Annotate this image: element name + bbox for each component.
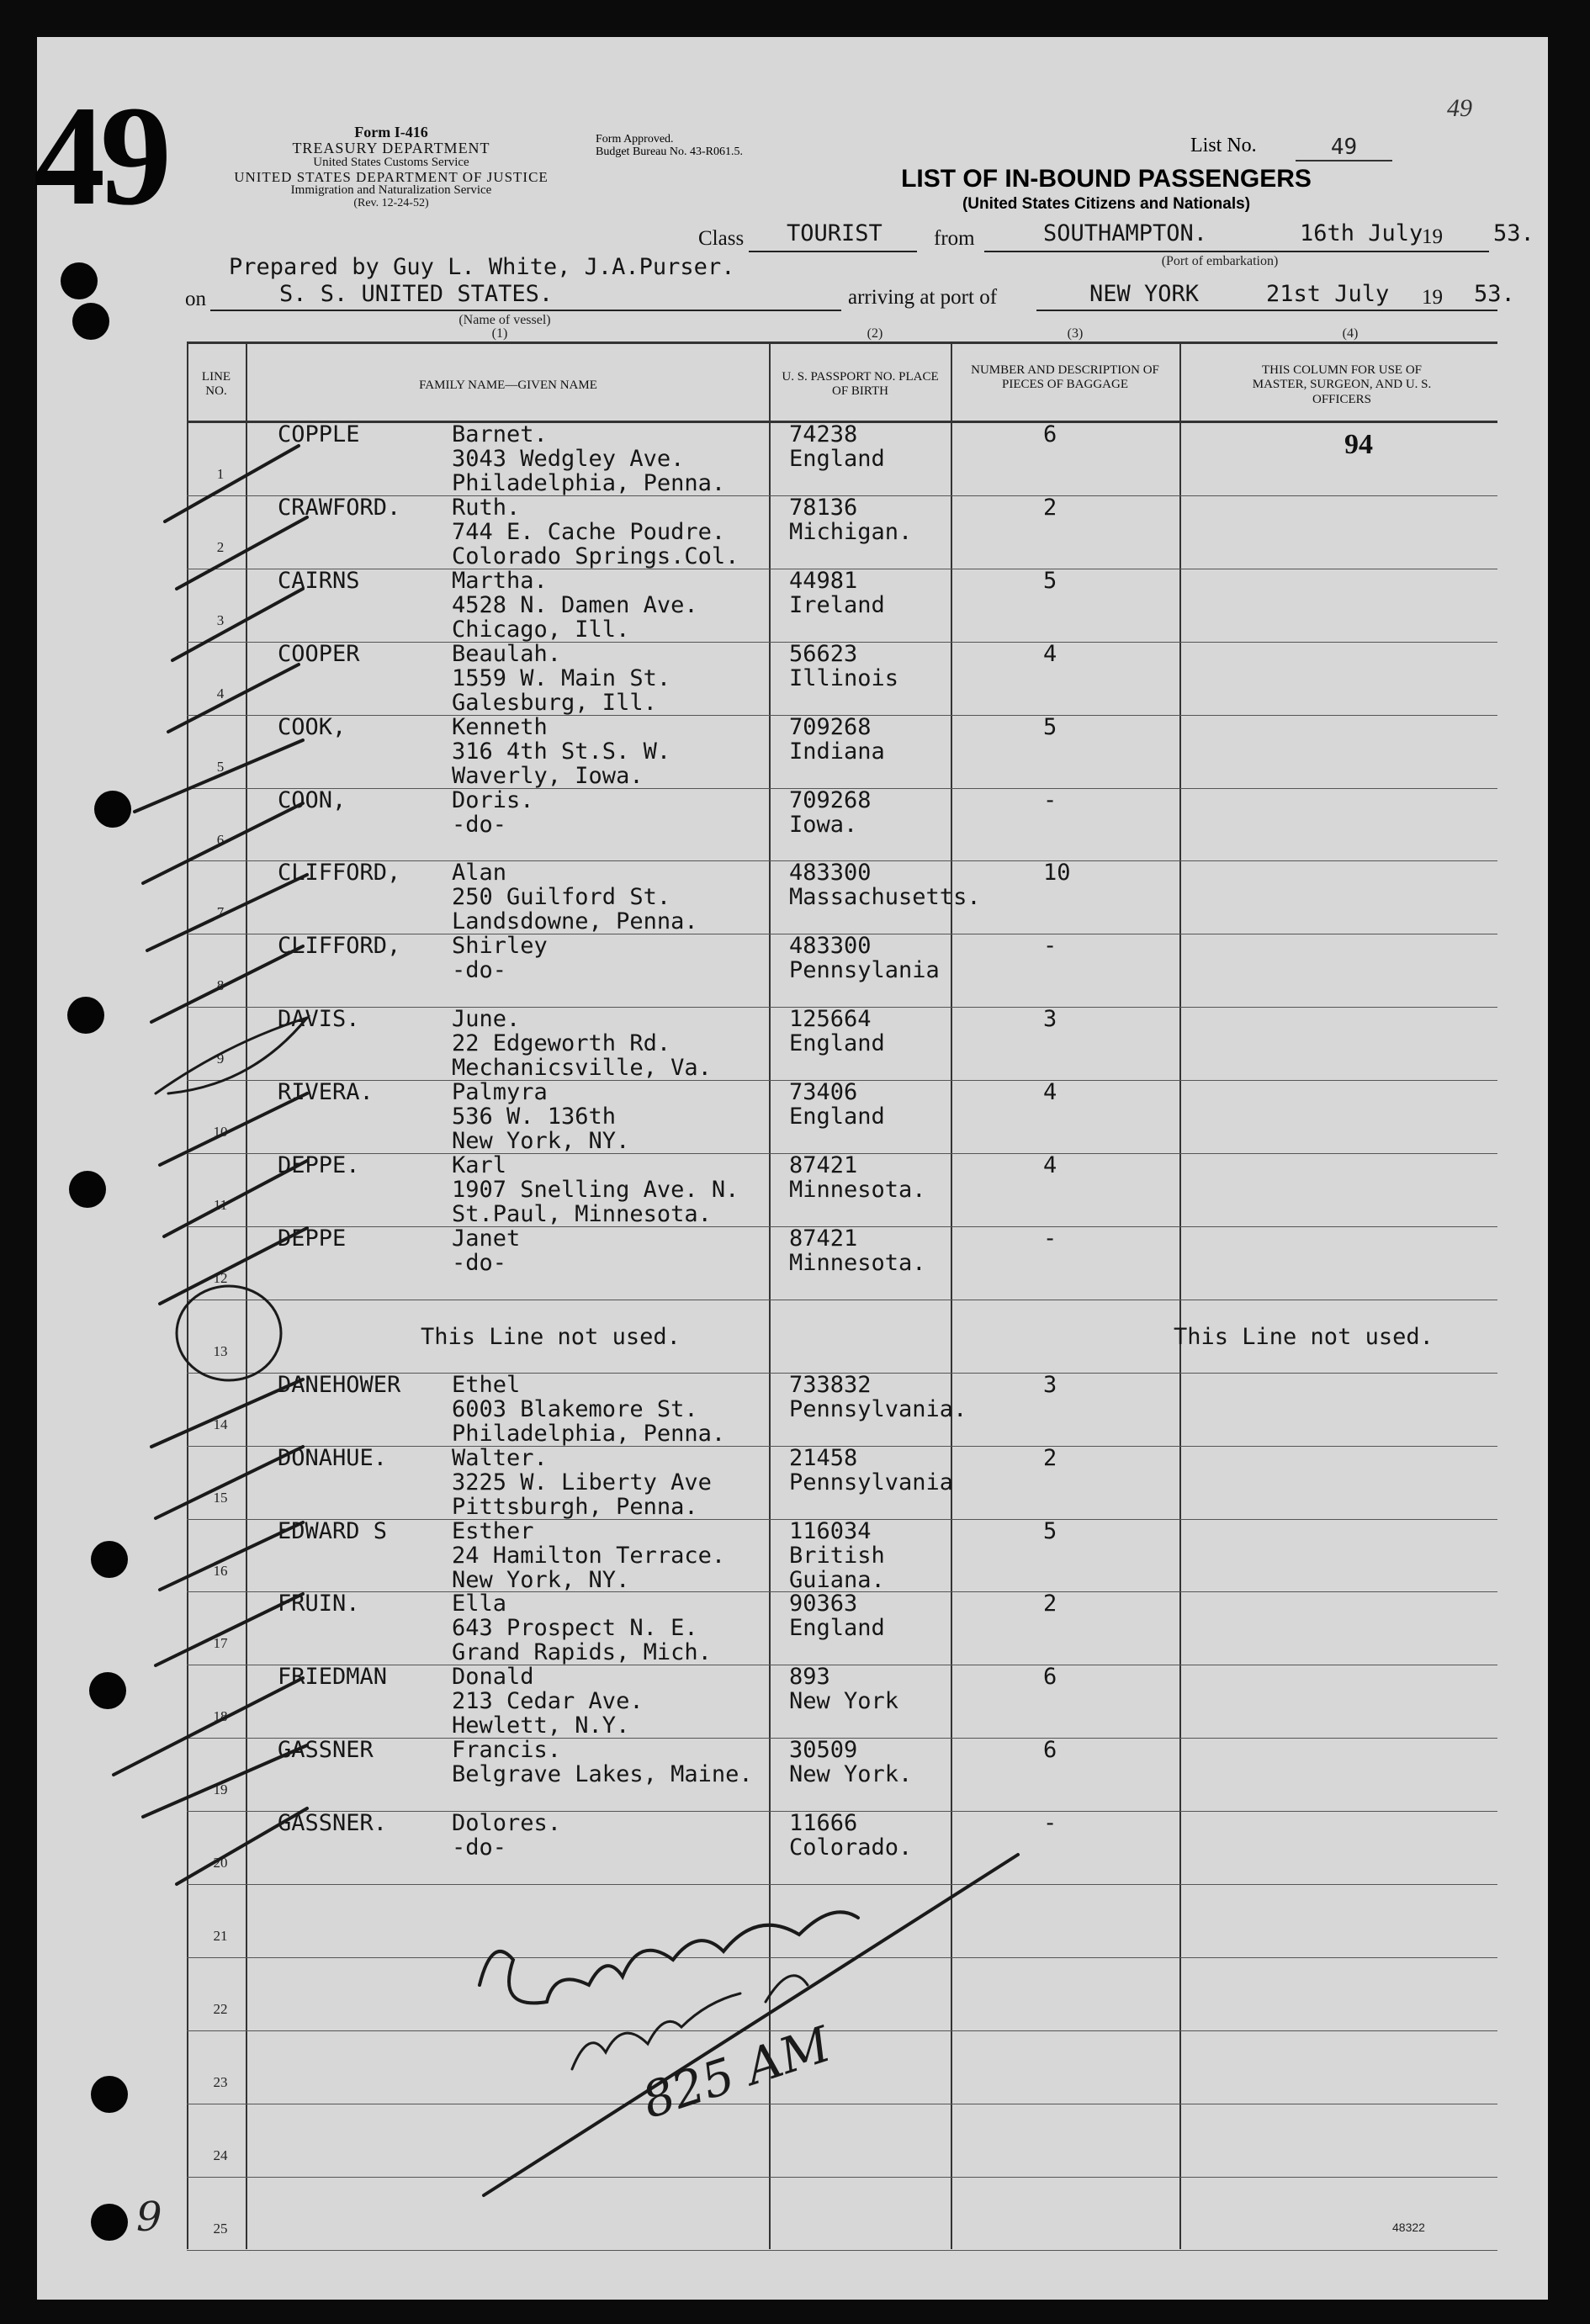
baggage-count: 2 (1043, 1445, 1057, 1471)
given-name: Alan (452, 860, 507, 886)
address-line-1: 213 Cedar Ave. (452, 1688, 644, 1714)
prepared-by: Prepared by Guy L. White, J.A.Purser. (229, 254, 735, 280)
address-line-2: Chicago, Ill. (452, 617, 630, 643)
address-line-1: 250 Guilford St. (452, 884, 671, 910)
port-caption: (Port of embarkation) (1161, 254, 1279, 268)
address-line-1: 536 W. 136th (452, 1104, 617, 1130)
place-of-birth: Minnesota. (789, 1250, 926, 1276)
passport-number: 74238 (789, 421, 858, 447)
column-number-3: (3) (1067, 326, 1084, 341)
place-of-birth: Massachusetts. (789, 884, 981, 910)
binder-hole (72, 303, 109, 340)
family-name: RIVERA. (278, 1079, 374, 1105)
line-number: 22 (213, 2001, 228, 2017)
place-of-birth: England (789, 446, 885, 472)
given-name: Francis. (452, 1737, 562, 1763)
baggage-count: 3 (1043, 1372, 1057, 1398)
arrival-year: 53. (1474, 281, 1515, 307)
header-baggage: NUMBER AND DESCRIPTION OF PIECES OF BAGGAGE (971, 363, 1159, 392)
passport-number: 78136 (789, 495, 858, 521)
address-line-1: 22 Edgeworth Rd. (452, 1030, 671, 1056)
line-number: 4 (216, 686, 225, 701)
form-approval (596, 133, 814, 159)
line-number: 14 (213, 1416, 228, 1432)
line-number: 24 (213, 2147, 228, 2163)
departure-year: 53. (1493, 220, 1534, 246)
baggage-count: 4 (1043, 1152, 1057, 1178)
passport-number: 483300 (789, 933, 872, 959)
passport-number: 709268 (789, 714, 872, 740)
address-line-1: 6003 Blakemore St. (452, 1396, 698, 1422)
address-line-1: -do- (452, 1834, 507, 1861)
family-name: DEPPE (278, 1226, 347, 1252)
department-of-justice: UNITED STATES DEPARTMENT OF JUSTICE (234, 168, 549, 185)
baggage-count: 5 (1043, 568, 1057, 594)
row-rule (187, 2250, 1497, 2251)
vessel-caption: (Name of vessel) (458, 313, 551, 327)
vessel-name: S. S. UNITED STATES. (279, 281, 554, 307)
family-name: FRIEDMAN (278, 1664, 388, 1690)
family-name: GASSNER (278, 1737, 374, 1763)
given-name: Karl (452, 1152, 507, 1178)
baggage-count: 6 (1043, 1664, 1057, 1690)
given-name: Martha. (452, 568, 548, 594)
line-number: 7 (216, 904, 225, 920)
family-name: CRAWFORD. (278, 495, 401, 521)
place-of-birth: Michigan. (789, 519, 913, 545)
baggage-count: 5 (1043, 714, 1057, 740)
address-line-2: Landsdowne, Penna. (452, 908, 698, 934)
given-name: Walter. (452, 1445, 548, 1471)
baggage-count: 4 (1043, 1079, 1057, 1105)
binder-hole (61, 262, 98, 299)
passport-number: 44981 (789, 568, 858, 594)
line-number: 12 (213, 1270, 228, 1286)
line-number: 13 (213, 1343, 228, 1359)
header-passport: U. S. PASSPORT NO. PLACE OF BIRTH (782, 370, 939, 399)
handwritten-time: 825 AM (635, 2015, 838, 2130)
on-label: on (185, 288, 206, 310)
given-name: Kenneth (452, 714, 548, 740)
family-name: DEPPE. (278, 1152, 360, 1178)
baggage-count: - (1043, 1226, 1057, 1252)
document-title: LIST OF IN-BOUND PASSENGERS (901, 165, 1312, 193)
baggage-count: 6 (1043, 421, 1057, 447)
line-number: 5 (216, 759, 225, 775)
document-subtitle: (United States Citizens and Nationals) (962, 195, 1251, 213)
binder-hole (89, 1672, 126, 1709)
family-name: DAVIS. (278, 1006, 360, 1032)
family-name: COON, (278, 787, 347, 813)
header-line-no: LINE NO. (201, 370, 231, 399)
place-of-birth: England (789, 1615, 885, 1641)
line-number: 15 (213, 1490, 228, 1506)
arrival-underline (1036, 310, 1497, 311)
line-number: 3 (216, 612, 225, 628)
given-name: Dolores. (452, 1810, 562, 1836)
arrival-date: 21st July (1266, 281, 1390, 307)
passport-number: 11666 (789, 1810, 858, 1836)
baggage-count: 4 (1043, 641, 1057, 667)
column-number-2: (2) (867, 326, 883, 341)
passport-number: 73406 (789, 1079, 858, 1105)
arrival-port: NEW YORK (1089, 281, 1200, 307)
line-number: 6 (216, 832, 225, 848)
row-rule (187, 1957, 1497, 1958)
line-number: 16 (213, 1563, 228, 1579)
class-value: TOURIST (787, 220, 882, 246)
place-of-birth: Illinois (789, 665, 899, 691)
column-divider (1179, 341, 1181, 2249)
arrival-year-prefix: 19 (1422, 286, 1443, 309)
binder-hole (91, 2204, 128, 2241)
column-number-1: (1) (491, 326, 508, 341)
place-of-birth: Pennsylania (789, 957, 940, 983)
baggage-count: - (1043, 787, 1057, 813)
family-name: CLIFFORD, (278, 860, 401, 886)
address-line-1: -do- (452, 1250, 507, 1276)
form-code: 48322 (1392, 2221, 1425, 2234)
form-approved: Form Approved. (596, 133, 674, 146)
family-name: COOK, (278, 714, 347, 740)
address-line-1: 316 4th St.S. W. (452, 738, 671, 765)
family-name: EDWARD S (278, 1518, 388, 1544)
place-of-birth: Indiana (789, 738, 885, 765)
column-divider (769, 341, 771, 2249)
address-line-2: New York, NY. (452, 1128, 630, 1154)
passport-number: 87421 (789, 1152, 858, 1178)
given-name: Shirley (452, 933, 548, 959)
given-name: Esther (452, 1518, 534, 1544)
baggage-count: - (1043, 933, 1057, 959)
baggage-count: 10 (1043, 860, 1071, 886)
column-number-4: (4) (1342, 326, 1359, 341)
line-number: 23 (213, 2074, 228, 2090)
baggage-count: 6 (1043, 1737, 1057, 1763)
line-number: 9 (216, 1051, 225, 1067)
place-of-birth: New York (789, 1688, 899, 1714)
family-name: CLIFFORD, (278, 933, 401, 959)
line-number: 8 (216, 977, 225, 993)
passport-number: 56623 (789, 641, 858, 667)
place-of-birth: Pennsylvania (789, 1469, 954, 1496)
place-of-birth: England (789, 1104, 885, 1130)
corner-page-number: 49 (1447, 94, 1472, 122)
address-line-1: 3043 Wedgley Ave. (452, 446, 685, 472)
passport-number: 893 (789, 1664, 830, 1690)
binder-hole (69, 1171, 106, 1208)
column-divider (246, 341, 247, 2249)
budget-bureau: Budget Bureau No. 43-R061.5. (596, 146, 743, 159)
line-number: 2 (216, 539, 225, 555)
address-line-2: St.Paul, Minnesota. (452, 1201, 712, 1227)
family-name: DONAHUE. (278, 1445, 388, 1471)
family-name: DANEHOWER (278, 1372, 401, 1398)
given-name: Janet (452, 1226, 521, 1252)
place-of-birth: Pennsylvania. (789, 1396, 967, 1422)
address-line-1: 1559 W. Main St. (452, 665, 671, 691)
baggage-count: 5 (1043, 1518, 1057, 1544)
place-of-birth: New York. (789, 1761, 913, 1787)
line-number: 17 (213, 1635, 228, 1651)
line-number: 10 (213, 1124, 228, 1140)
line-number: 11 (213, 1197, 228, 1213)
departure-year-prefix: 19 (1422, 225, 1443, 248)
address-line-1: 24 Hamilton Terrace. (452, 1543, 726, 1569)
passport-number: 87421 (789, 1226, 858, 1252)
list-no-value: 49 (1296, 135, 1392, 161)
given-name: Ruth. (452, 495, 521, 521)
baggage-count: - (1043, 1810, 1057, 1836)
binder-hole (67, 997, 104, 1034)
line-number: 21 (213, 1928, 228, 1944)
departure-date: 16th July (1300, 220, 1423, 246)
margin-mark: 9 (136, 2194, 162, 2241)
given-name: Donald (452, 1664, 534, 1690)
address-line-2: Philadelphia, Penna. (452, 1421, 726, 1447)
place-of-birth: British (789, 1543, 885, 1569)
given-name: Ella (452, 1591, 507, 1617)
arriving-label: arriving at port of (848, 286, 998, 309)
passport-number: 125664 (789, 1006, 872, 1032)
address-line-1: 643 Prospect N. E. (452, 1615, 698, 1641)
address-line-1: 3225 W. Liberty Ave (452, 1469, 712, 1496)
family-name: CAIRNS (278, 568, 360, 594)
passport-number: 30509 (789, 1737, 858, 1763)
place-of-birth: Ireland (789, 592, 885, 618)
passport-number: 709268 (789, 787, 872, 813)
from-label: from (934, 227, 975, 250)
address-line-2: Grand Rapids, Mich. (452, 1639, 712, 1665)
header-name: FAMILY NAME—GIVEN NAME (419, 379, 597, 392)
address-line-2: Hewlett, N.Y. (452, 1713, 630, 1739)
binder-hole (91, 1541, 128, 1578)
baggage-count: 2 (1043, 1591, 1057, 1617)
address-line-1: -do- (452, 957, 507, 983)
address-line-2: Philadelphia, Penna. (452, 470, 726, 496)
row-rule (187, 2177, 1497, 2178)
list-no-label: List No. (1190, 135, 1257, 156)
from-value: SOUTHAMPTON. (1043, 220, 1208, 246)
from-underline (984, 251, 1489, 252)
address-line-2: New York, NY. (452, 1567, 630, 1593)
address-line-2: Colorado Springs.Col. (452, 543, 739, 569)
address-line-2: Galesburg, Ill. (452, 690, 657, 716)
customs-service: United States Customs Service (313, 155, 469, 169)
passport-number: 21458 (789, 1445, 858, 1471)
place-of-birth: Colorado. (789, 1834, 913, 1861)
given-name: Ethel (452, 1372, 521, 1398)
officer-count: 94 (1344, 429, 1373, 460)
baggage-count: 2 (1043, 495, 1057, 521)
address-line-2: Waverly, Iowa. (452, 763, 644, 789)
form-id: Form I-416 (354, 124, 428, 140)
family-name: FRUIN. (278, 1591, 360, 1617)
class-label: Class (698, 227, 745, 250)
line-number: 20 (213, 1855, 228, 1871)
given-name: Palmyra (452, 1079, 548, 1105)
binder-hole (94, 791, 131, 828)
baggage-count: 3 (1043, 1006, 1057, 1032)
passport-number: 733832 (789, 1372, 872, 1398)
address-line-1: Belgrave Lakes, Maine. (452, 1761, 753, 1787)
family-name: COPPLE (278, 421, 360, 447)
address-line-1: 1907 Snelling Ave. N. (452, 1177, 739, 1203)
family-name: GASSNER. (278, 1810, 388, 1836)
row-rule (187, 2030, 1497, 2031)
line-number: 1 (216, 466, 225, 482)
binder-hole (91, 2076, 128, 2113)
address-line-1: -do- (452, 812, 507, 838)
row-rule (187, 1884, 1497, 1885)
form-revision: (Rev. 12-24-52) (353, 197, 429, 210)
class-underline (749, 251, 917, 252)
line-number: 18 (213, 1708, 228, 1724)
family-name: COOPER (278, 641, 360, 667)
address-line-2: Pittsburgh, Penna. (452, 1494, 698, 1520)
unused-line-officers-text: This Line not used. (1174, 1324, 1434, 1350)
passport-number: 483300 (789, 860, 872, 886)
address-line-1: 4528 N. Damen Ave. (452, 592, 698, 618)
place-of-birth: Iowa. (789, 812, 858, 838)
treasury-department: TREASURY DEPARTMENT (292, 139, 490, 156)
line-number: 19 (213, 1781, 228, 1797)
given-name: Beaulah. (452, 641, 562, 667)
passenger-table (187, 341, 1497, 2249)
immigration-service: Immigration and Naturalization Service (290, 183, 492, 198)
unused-line-text: This Line not used. (421, 1324, 681, 1350)
given-name: Barnet. (452, 421, 548, 447)
passport-number: 116034 (789, 1518, 872, 1544)
place-of-birth: England (789, 1030, 885, 1056)
passport-number: 90363 (789, 1591, 858, 1617)
place-of-birth-line-2: Guiana. (789, 1567, 885, 1593)
vessel-underline (210, 310, 841, 311)
column-divider (951, 341, 952, 2249)
line-number: 25 (213, 2221, 228, 2237)
header-officers: THIS COLUMN FOR USE OF MASTER, SURGEON, AND U. S. OFFICERS (1252, 363, 1432, 406)
address-line-2: Mechanicsville, Va. (452, 1055, 712, 1081)
given-name: Doris. (452, 787, 534, 813)
address-line-1: 744 E. Cache Poudre. (452, 519, 726, 545)
form-agency-block (193, 124, 589, 210)
given-name: June. (452, 1006, 521, 1032)
place-of-birth: Minnesota. (789, 1177, 926, 1203)
page-number-large: 49 (34, 77, 167, 235)
